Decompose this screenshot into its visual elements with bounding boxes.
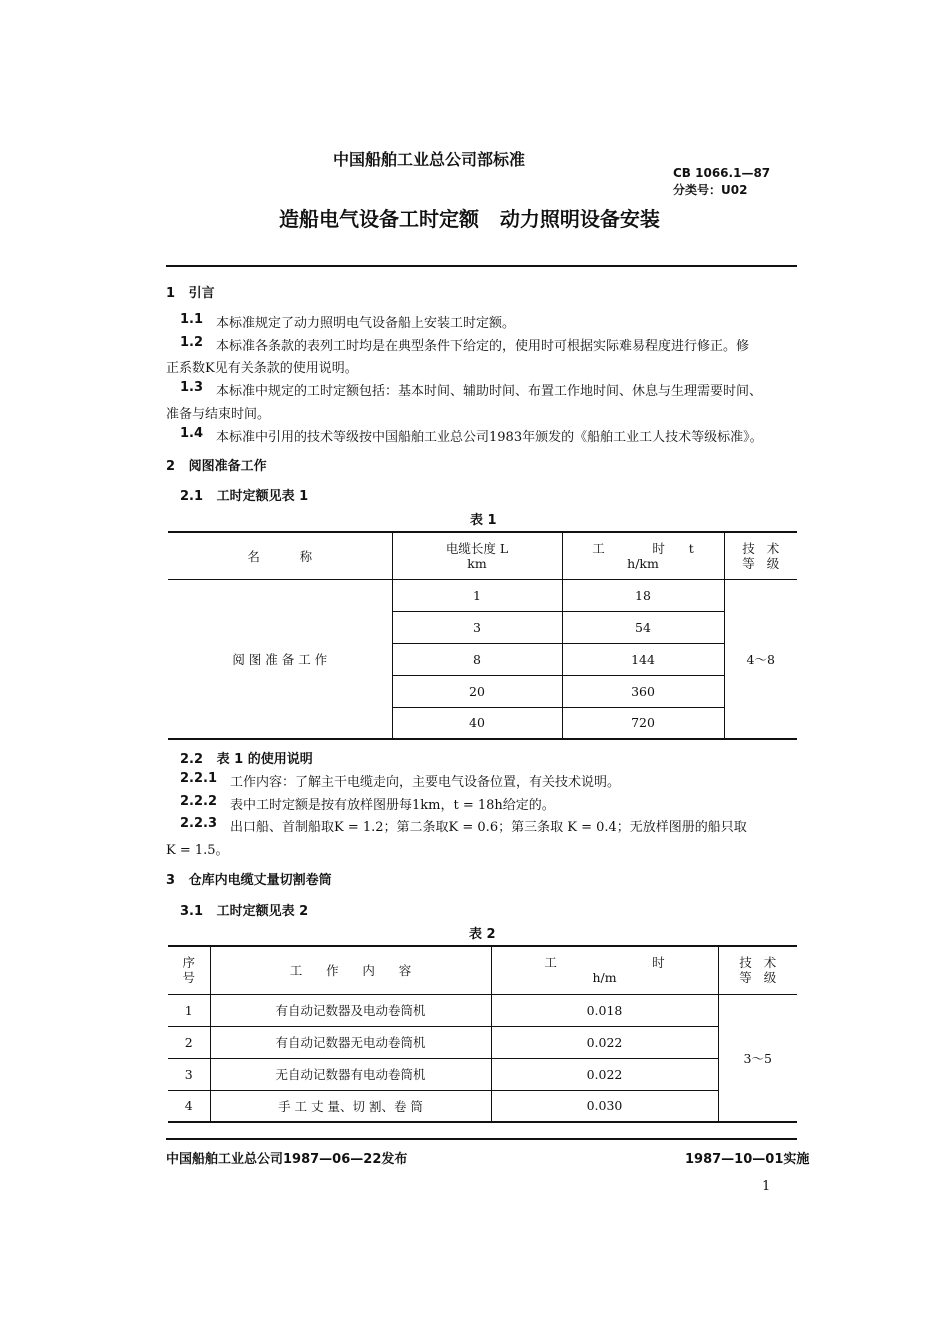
table-2-grade-cell: 3～5	[743, 1050, 772, 1066]
issue-date: 中国船舶工业总公司1987—06—22发布	[166, 1152, 408, 1167]
clause-number: 1.3	[180, 380, 204, 395]
footer-rule	[166, 1138, 797, 1140]
table-1-time-cell: 360	[562, 675, 724, 707]
header-grade-line2: 等 级	[739, 970, 777, 986]
clause-1-2-line2: 正系数K见有关条款的使用说明。	[166, 361, 358, 376]
clause-2-2-3-line1: 出口船、首制船取K = 1.2；第二条取K = 0.6；第三条取 K = 0.4；无放样图册的船只取	[230, 820, 747, 835]
clause-number: 1.1	[180, 312, 204, 327]
clause-2-2: 2.2 表 1 的使用说明	[180, 752, 313, 767]
table-2-content-cell: 有自动记数器及电动卷筒机	[210, 994, 491, 1026]
clause-2-2-3-line2: K = 1.5。	[166, 843, 229, 858]
table-row	[168, 994, 797, 1026]
table-1-header-grade	[724, 532, 797, 579]
table-2-header-seq	[168, 946, 210, 994]
header-rule	[166, 265, 797, 267]
page-number: 1	[762, 1179, 771, 1194]
table-1-time-cell: 54	[562, 611, 724, 643]
table-1-time-cell: 144	[562, 643, 724, 675]
table-2-content-cell: 无自动记数器有电动卷筒机	[210, 1058, 491, 1090]
clause-1-1: 本标准规定了动力照明电气设备船上安装工时定额。	[216, 316, 516, 331]
clause-number: 2.2.2	[180, 794, 218, 809]
header-seq-line1: 序	[182, 955, 195, 971]
classification-code: 分类号：U02	[673, 183, 748, 197]
table-2-content-cell: 手 工 丈 量、切 割、卷 筒	[210, 1090, 491, 1122]
clause-number: 1.4	[180, 426, 204, 441]
table-2-time-cell: 0.030	[491, 1090, 718, 1122]
table-1-header-name: 名 称	[168, 532, 392, 579]
clause-3-1: 3.1 工时定额见表 2	[180, 904, 309, 919]
header-time-unit: h/km	[627, 555, 659, 571]
table-row	[168, 1090, 797, 1122]
clause-number: 2.2.3	[180, 816, 218, 831]
clause-2-2-1: 工作内容：了解主干电缆走向，主要电气设备位置，有关技术说明。	[230, 775, 621, 790]
table-1-header-length	[392, 532, 562, 579]
table-2-time-cell: 0.018	[491, 994, 718, 1026]
table-1-length-cell: 40	[392, 707, 562, 739]
table-2-header-time	[491, 946, 718, 994]
table-1-length-cell: 1	[392, 579, 562, 611]
table-row	[168, 579, 797, 611]
header-grade-line2: 等 级	[742, 555, 780, 571]
clause-1-2-line1: 本标准各条款的表列工时均是在典型条件下给定的，使用时可根据实际难易程度进行修正。修	[216, 339, 750, 354]
standard-code: CB 1066.1—87	[673, 166, 771, 180]
header-time-unit: h/m	[592, 970, 617, 986]
table-2-seq-cell: 3	[168, 1058, 210, 1090]
table-2-seq-cell: 2	[168, 1026, 210, 1058]
table-1-caption: 表 1	[470, 513, 497, 528]
table-2-time-cell: 0.022	[491, 1026, 718, 1058]
table-2-time-cell: 0.022	[491, 1058, 718, 1090]
table-2-content-cell: 有自动记数器无电动卷筒机	[210, 1026, 491, 1058]
header-grade-line1: 技 术	[739, 955, 777, 971]
table-2-header-content: 工 作 内 容	[210, 946, 491, 994]
section-1-heading: 1 引言	[166, 286, 215, 301]
clause-number: 1.2	[180, 335, 204, 350]
table-row	[168, 1026, 797, 1058]
clause-1-3-line1: 本标准中规定的工时定额包括：基本时间、辅助时间、布置工作地时间、休息与生理需要时间、	[216, 384, 763, 399]
table-1-time-cell: 720	[562, 707, 724, 739]
header-length-label: 电缆长度 L	[445, 540, 509, 556]
table-2	[168, 945, 797, 1123]
section-3-heading: 3 仓库内电缆丈量切割卷筒	[166, 873, 332, 888]
org-name: 中国船舶工业总公司部标准	[333, 150, 526, 169]
table-1-grade-cell: 4～8	[746, 651, 775, 667]
table-2-caption: 表 2	[469, 927, 496, 942]
table-1-length-cell: 8	[392, 643, 562, 675]
table-2-header-grade	[718, 946, 797, 994]
header-length-unit: km	[467, 555, 487, 571]
table-2-seq-cell: 4	[168, 1090, 210, 1122]
table-1	[168, 531, 797, 740]
table-1-name-cell: 阅 图 准 备 工 作	[168, 579, 392, 739]
section-2-heading: 2 阅图准备工作	[166, 459, 267, 474]
header-seq-line2: 号	[182, 970, 195, 986]
table-row	[168, 1058, 797, 1090]
table-2-seq-cell: 1	[168, 994, 210, 1026]
document-title: 造船电气设备工时定额 动力照明设备安装	[279, 207, 660, 231]
header-grade-line1: 技 术	[742, 540, 780, 556]
table-1-header-time	[562, 532, 724, 579]
table-1-time-cell: 18	[562, 579, 724, 611]
table-1-length-cell: 20	[392, 675, 562, 707]
clause-1-4: 本标准中引用的技术等级按中国船舶工业总公司1983年颁发的《船舶工业工人技术等级标准》。	[216, 430, 763, 445]
clause-2-2-2: 表中工时定额是按有放样图册每1km，t = 18h给定的。	[230, 798, 555, 813]
clause-2-1: 2.1 工时定额见表 1	[180, 489, 309, 504]
header-time-label: 工 时 t	[592, 540, 694, 556]
table-1-length-cell: 3	[392, 611, 562, 643]
effective-date: 1987—10—01实施	[685, 1152, 810, 1167]
clause-number: 2.2.1	[180, 771, 218, 786]
header-time-label: 工 时	[544, 955, 665, 971]
clause-1-3-line2: 准备与结束时间。	[166, 407, 271, 422]
